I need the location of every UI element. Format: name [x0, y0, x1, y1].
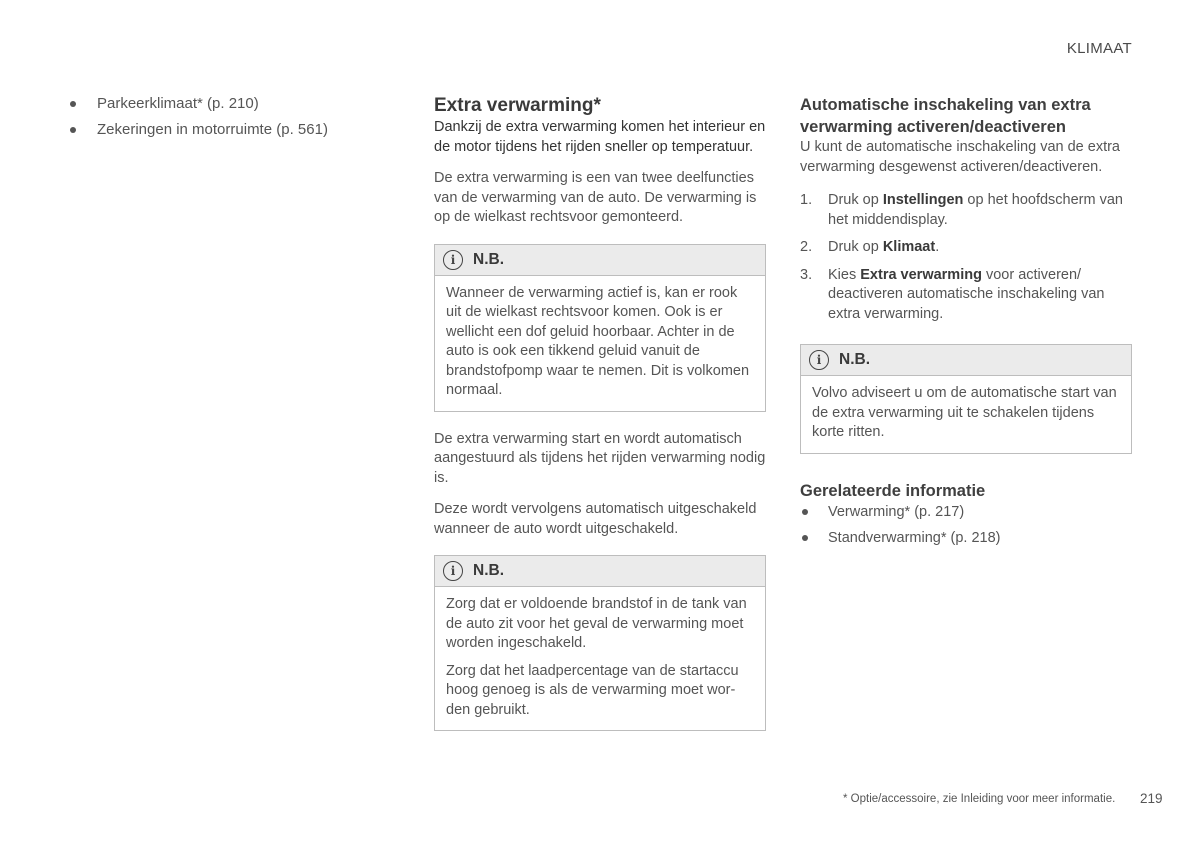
note-header: [435, 556, 765, 587]
step-text: voor activeren/ deactiveren automatische inschakeling van extra verwarming.: [828, 266, 1105, 322]
related-link[interactable]: Zekeringen in motorruimte (p. 561): [68, 120, 368, 140]
body-paragraph: De extra verwarming is een van twee deelfuncties van de verwarming van de auto. De verwarming is op de wielkast rechtsvoor gemonteerd.: [434, 170, 757, 225]
steps-list: [800, 191, 1132, 324]
related-link[interactable]: Parkeerklimaat* (p. 210): [68, 94, 368, 114]
related-link[interactable]: Standverwarming* (p. 218): [800, 528, 1132, 548]
note-text: Zorg dat er voldoende brandstof in de tank van de auto zit voor het geval de verwarming moet worden ingeschakeld.: [446, 596, 747, 651]
step-number: 3.: [800, 266, 813, 283]
info-icon: i: [443, 250, 463, 270]
note-title: N.B.: [473, 562, 504, 579]
step-number: 1.: [800, 192, 813, 208]
step-number: 2.: [800, 239, 813, 255]
note-title: N.B.: [473, 250, 504, 268]
note-body: [801, 376, 1131, 453]
right-column: [800, 94, 1132, 554]
note-text: Zorg dat het laadpercentage van de startaccu hoog genoeg is als de verwarming moet worden gebruikt.: [446, 662, 739, 718]
intro-paragraph: U kunt de automatische inschakeling van de extra verwarming desgewenst activeren/deactiveren.: [800, 139, 1120, 175]
section-header: KLIMAAT: [1066, 40, 1132, 57]
step-text: Kies: [828, 266, 861, 283]
lead-paragraph: Dankzij de extra verwarming komen het interieur en de motor tijdens het rijden sneller op temperatuur.: [434, 119, 766, 155]
related-info-title: Gerelateerde informatie: [800, 481, 986, 500]
section-title: Automatische inschakeling van extra verwarming activeren/deactiveren: [800, 96, 1091, 136]
step-text: Druk op: [828, 192, 883, 208]
related-link[interactable]: Verwarming* (p. 217): [800, 502, 1132, 522]
footnote: * Optie/accessoire, zie Inleiding voor meer informatie.: [843, 793, 1116, 805]
step-text: op het hoofdscherm van het middendisplay.: [828, 192, 1123, 228]
info-icon: i: [809, 350, 829, 370]
note-box: [800, 344, 1132, 454]
note-text: Wanneer de verwarming actief is, kan er rook uit de wielkast rechtsvoor komen. Ook is er wellicht een dof geluid hoorbaar. Achter in de auto is ook een tikkend geluid vanuit de brandstofpomp waar te nemen. Dit is volkomen normaal.: [446, 284, 750, 398]
step-item: [800, 238, 1132, 258]
note-header: [435, 245, 765, 276]
note-body: [435, 276, 765, 411]
step-text: .: [935, 239, 940, 255]
step-item: [800, 191, 1132, 230]
page-title: Extra verwarming*: [434, 95, 601, 116]
step-item: [800, 266, 1132, 325]
step-keyword: Extra verwarming: [860, 266, 982, 283]
step-text: Druk op: [828, 239, 883, 255]
body-paragraph: Deze wordt vervolgens automatisch uitgeschakeld wanneer de auto wordt uitgeschakeld.: [434, 501, 757, 537]
page-number: 219: [1140, 791, 1163, 806]
note-header: [801, 345, 1131, 376]
related-links-list: [68, 94, 368, 140]
note-body: [435, 587, 765, 730]
step-keyword: Instellingen: [882, 192, 964, 208]
left-column: [68, 94, 368, 146]
middle-column: [434, 94, 766, 749]
note-text: Volvo adviseert u om de automatische start van de extra verwarming uit te schakelen tijdens korte ritten.: [812, 385, 1117, 440]
step-keyword: Klimaat: [882, 239, 936, 255]
note-title: N.B.: [839, 351, 870, 368]
info-icon: i: [443, 561, 463, 581]
body-paragraph: De extra verwarming start en wordt automatisch aangestuurd als tijdens het rijden verwarming nodig is.: [434, 430, 766, 486]
related-links-list: [800, 502, 1132, 548]
note-box: [434, 244, 766, 412]
note-box: [434, 555, 766, 731]
